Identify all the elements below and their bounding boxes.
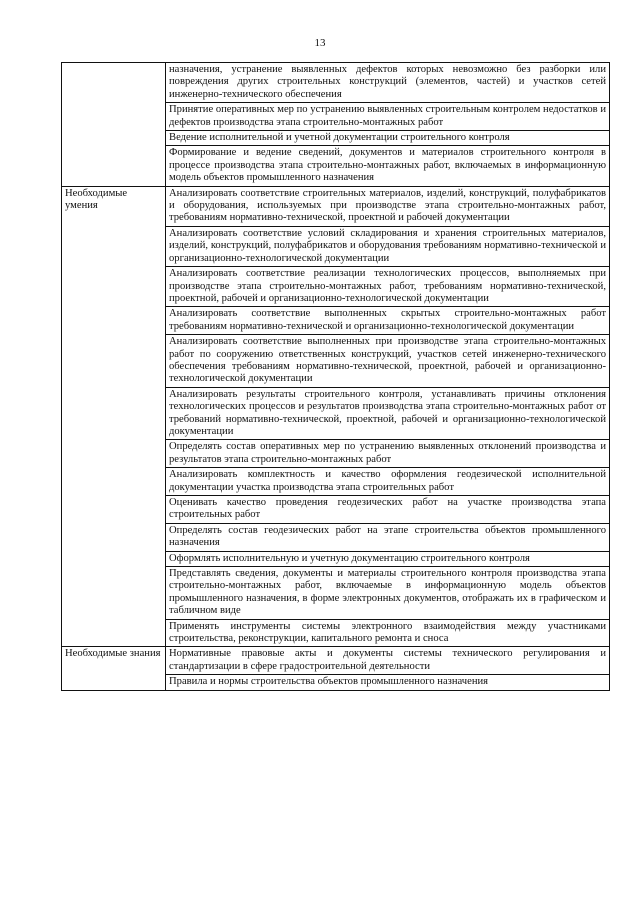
requirement-item: Ведение исполнительной и учетной документации строительного контроля <box>166 131 610 146</box>
section-label: Необходимые умения <box>62 186 166 647</box>
table-row <box>62 647 610 675</box>
requirement-item: Анализировать соответствие выполненных скрытых строительно-монтажных работ требованиям нормативно-технической и организационно-технологической документации <box>166 307 610 335</box>
requirements-table-body <box>62 63 610 691</box>
requirement-item: Оценивать качество проведения геодезических работ на участке производства этапа строительных работ <box>166 496 610 524</box>
section-label: Необходимые знания <box>62 647 166 690</box>
requirement-item: Нормативные правовые акты и документы системы технического регулирования и стандартизации в сфере градостроительной деятельности <box>166 647 610 675</box>
requirement-item: назначения, устранение выявленных дефектов которых невозможно без разборки или повреждения других строительных конструкций (элементов, частей) и участков сетей инженерно-технического обеспечения <box>166 63 610 103</box>
requirements-table <box>61 62 610 691</box>
table-row <box>62 186 610 226</box>
requirement-item: Анализировать соответствие строительных материалов, изделий, конструкций, полуфабрикатов и оборудования, используемых при производстве этапа строительно-монтажных работ, требованиям нормативно-технической, проектной и рабочей документации <box>166 186 610 226</box>
section-label <box>62 63 166 187</box>
page-number: 13 <box>314 37 326 49</box>
requirement-item: Анализировать результаты строительного контроля, устанавливать причины отклонения технологических процессов и результатов производства этапа строительно-монтажных работ от требований нормативно-технической, проектной, рабочей и организационно-технологической документации <box>166 387 610 440</box>
requirement-item: Формирование и ведение сведений, документов и материалов строительного контроля в процессе производства этапа строительно-монтажных работ, включаемых в информационную модель объектов промышленного назначения <box>166 146 610 186</box>
requirement-item: Применять инструменты системы электронного взаимодействия между участниками строительства, реконструкции, капитального ремонта и сноса <box>166 619 610 647</box>
requirement-item: Принятие оперативных мер по устранению выявленных строительным контролем недостатков и дефектов производства этапа строительно-монтажных работ <box>166 103 610 131</box>
requirement-item: Анализировать соответствие выполненных при производстве этапа строительно-монтажных работ по сооружению ответственных конструкций, участков сетей инженерно-технического обеспечения требованиям нормативно-технической, проектной, рабочей и организационно-технологической документации <box>166 335 610 388</box>
requirement-item: Анализировать комплектность и качество оформления геодезической исполнительной документации участка производства этапа строительных работ <box>166 468 610 496</box>
table-row <box>62 63 610 103</box>
requirement-item: Определять состав оперативных мер по устранению выявленных отклонений производства и результатов этапа строительно-монтажных работ <box>166 440 610 468</box>
requirement-item: Представлять сведения, документы и материалы строительного контроля производства этапа строительно-монтажных работ, включаемые в информационную модель объектов промышленного назначения, в форме электронных документов, отображать их в графическом и табличном виде <box>166 567 610 620</box>
requirement-item: Анализировать соответствие реализации технологических процессов, выполняемых при производстве этапа строительно-монтажных работ, требованиям нормативно-технической, проектной, рабочей и организационно-технологической документации <box>166 267 610 307</box>
requirement-item: Определять состав геодезических работ на этапе строительства объектов промышленного назначения <box>166 523 610 551</box>
requirement-item: Анализировать соответствие условий складирования и хранения строительных материалов, изделий, конструкций, полуфабрикатов и оборудования требованиям нормативно-технической и организационно-технологической документации <box>166 226 610 266</box>
requirement-item: Оформлять исполнительную и учетную документацию строительного контроля <box>166 551 610 566</box>
requirement-item: Правила и нормы строительства объектов промышленного назначения <box>166 675 610 690</box>
